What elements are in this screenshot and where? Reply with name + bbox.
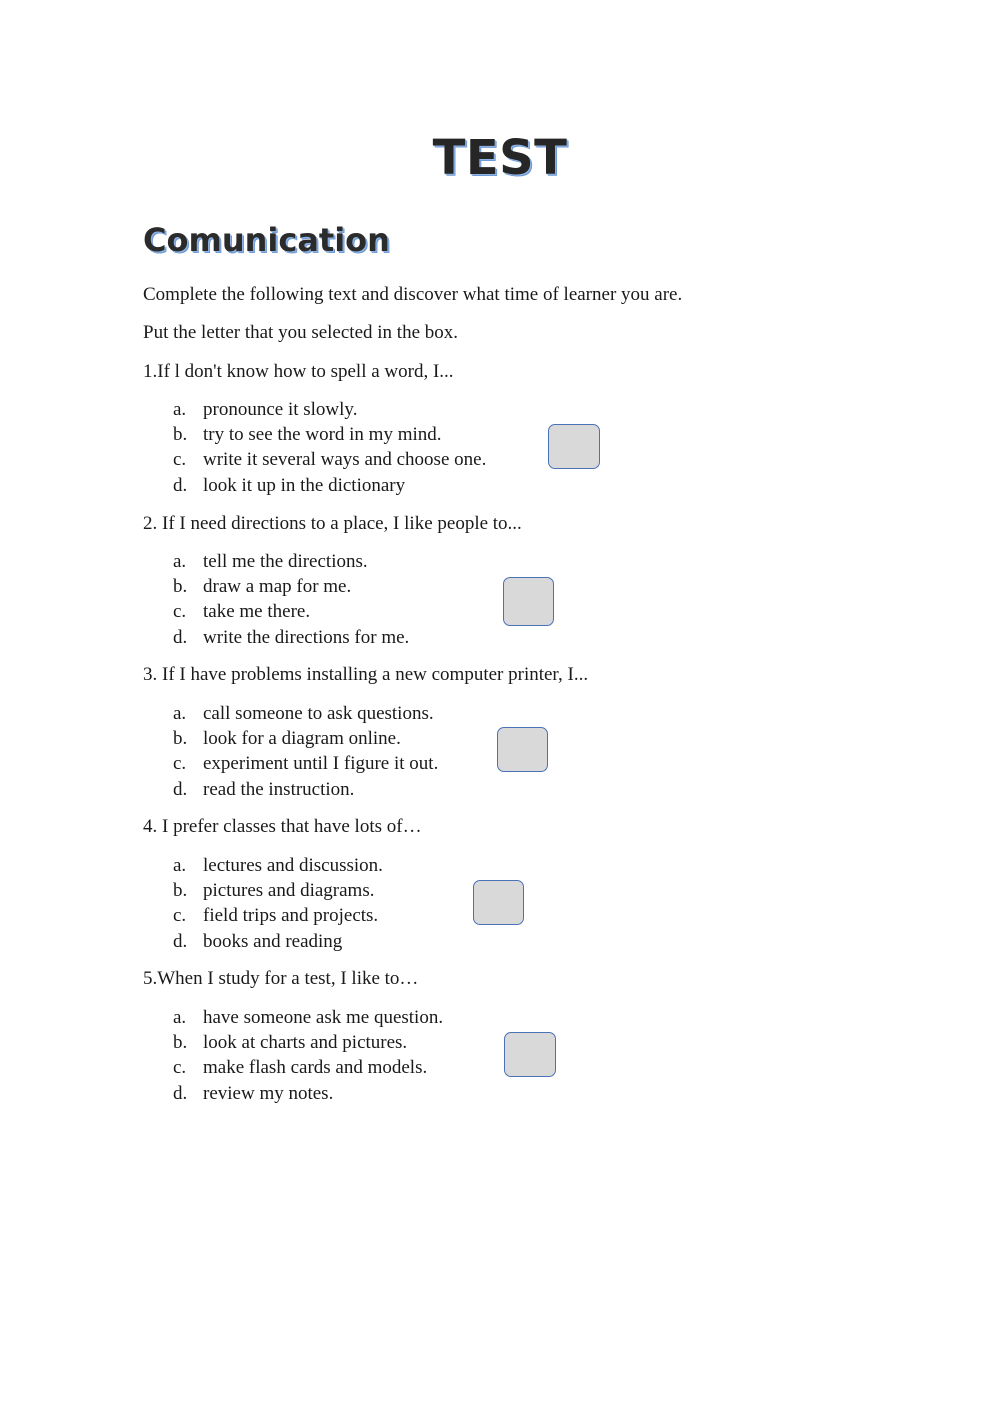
option-letter: a.: [173, 399, 187, 420]
answer-box-1[interactable]: [548, 424, 600, 469]
option-c: [173, 447, 486, 472]
question-3: 3. If I have problems installing a new computer printer, I...: [143, 664, 589, 685]
question-4-options: [173, 853, 383, 954]
option-text: look at charts and pictures.: [203, 1032, 408, 1054]
question-2: 2. If I need directions to a place, I like people to...: [143, 513, 522, 534]
question-5-options: [173, 1005, 443, 1106]
option-letter: c.: [173, 905, 187, 927]
option-text: make flash cards and models.: [203, 1057, 428, 1079]
option-letter: d.: [173, 1082, 188, 1104]
option-c: [173, 751, 438, 776]
option-b: [173, 422, 486, 447]
option-letter: b.: [173, 728, 188, 750]
option-text: look it up in the dictionary: [203, 474, 406, 496]
option-c: [173, 1055, 443, 1080]
option-text: field trips and projects.: [203, 905, 379, 927]
page-title: TEST: [432, 130, 568, 186]
question-3-options: [173, 701, 438, 802]
question-5: 5.When I study for a test, I like to…: [143, 968, 419, 989]
option-a: [173, 853, 383, 878]
option-text: call someone to ask questions.: [203, 703, 434, 724]
option-letter: a.: [173, 551, 187, 572]
option-d: [173, 625, 409, 650]
option-letter: d.: [173, 930, 188, 952]
option-text: lectures and discussion.: [203, 855, 383, 876]
option-d: [173, 929, 383, 954]
answer-box-4[interactable]: [473, 880, 524, 925]
option-text: tell me the directions.: [203, 551, 368, 572]
option-text: pronounce it slowly.: [203, 399, 358, 420]
option-letter: c.: [173, 449, 187, 471]
option-b: [173, 878, 383, 903]
option-letter: c.: [173, 1057, 187, 1079]
option-a: [173, 397, 486, 422]
instructions-line-2: Put the letter that you selected in the box.: [143, 322, 459, 343]
question-1-options: [173, 397, 486, 498]
option-b: [173, 1030, 443, 1055]
answer-box-3[interactable]: [497, 727, 548, 772]
option-letter: c.: [173, 601, 187, 623]
option-text: read the instruction.: [203, 778, 355, 800]
option-d: [173, 1081, 443, 1106]
option-text: write the directions for me.: [203, 626, 410, 648]
option-letter: b.: [173, 576, 188, 598]
option-letter: c.: [173, 753, 187, 775]
option-text: books and reading: [203, 930, 343, 952]
option-d: [173, 777, 438, 802]
option-text: draw a map for me.: [203, 576, 352, 598]
option-letter: a.: [173, 1007, 187, 1028]
option-c: [173, 599, 409, 624]
option-letter: a.: [173, 703, 187, 724]
option-a: [173, 1005, 443, 1030]
question-4: 4. I prefer classes that have lots of…: [143, 816, 422, 837]
option-text: look for a diagram online.: [203, 728, 401, 750]
option-letter: d.: [173, 626, 188, 648]
option-letter: b.: [173, 424, 188, 446]
question-2-options: [173, 549, 409, 650]
option-text: review my notes.: [203, 1082, 334, 1104]
option-c: [173, 903, 383, 928]
option-text: take me there.: [203, 601, 311, 623]
option-letter: a.: [173, 855, 187, 876]
option-letter: d.: [173, 778, 188, 800]
answer-box-2[interactable]: [503, 577, 554, 626]
option-a: [173, 549, 409, 574]
option-b: [173, 726, 438, 751]
option-d: [173, 473, 486, 498]
option-text: write it several ways and choose one.: [203, 449, 487, 471]
option-letter: d.: [173, 474, 188, 496]
option-b: [173, 574, 409, 599]
option-a: [173, 701, 438, 726]
option-letter: b.: [173, 880, 188, 902]
question-1: 1.If l don't know how to spell a word, I...: [143, 361, 454, 382]
answer-box-5[interactable]: [504, 1032, 556, 1077]
option-text: try to see the word in my mind.: [203, 424, 442, 446]
section-heading: Comunication: [143, 221, 390, 259]
instructions-line-1: Complete the following text and discover what time of learner you are.: [143, 284, 683, 305]
option-text: experiment until I figure it out.: [203, 753, 439, 775]
option-text: pictures and diagrams.: [203, 880, 375, 902]
option-text: have someone ask me question.: [203, 1007, 444, 1028]
option-letter: b.: [173, 1032, 188, 1054]
